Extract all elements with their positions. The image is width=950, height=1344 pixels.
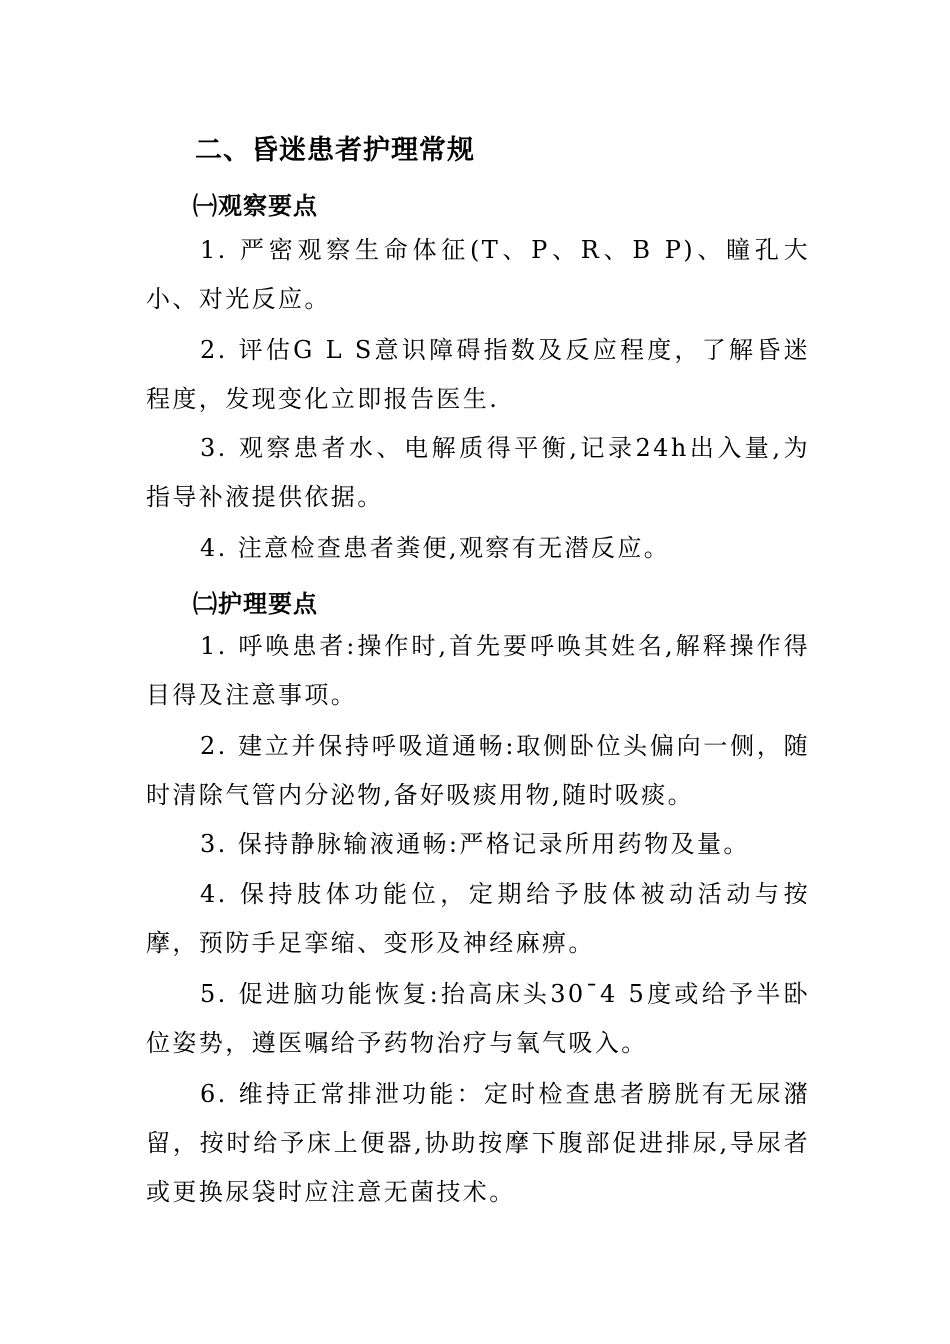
observation-item-3: 3. 观察患者水、电解质得平衡,记录24h出入量,为指导补液提供依据。 [146, 434, 810, 511]
nursing-item-4: 4. 保持肢体功能位，定期给予肢体被动活动与按摩，预防手足挛缩、变形及神经麻痹。 [146, 880, 810, 957]
page-title: 二、昏迷患者护理常规 [195, 135, 475, 166]
observation-item-4: 4. 注意检查患者粪便,观察有无潜反应。 [200, 534, 671, 562]
section-heading-observation: ㈠观察要点 [193, 191, 318, 220]
nursing-item-3: 3. 保持静脉输液通畅:严格记录所用药物及量。 [200, 830, 750, 858]
observation-item-2: 2. 评估G L S意识障碍指数及反应程度，了解昏迷程度，发现变化立即报告医生. [146, 336, 810, 413]
nursing-item-5: 5. 促进脑功能恢复:抬高床头30¯4 5度或给予半卧位姿势，遵医嘱给予药物治疗与氧气吸入。 [146, 980, 810, 1057]
section-heading-nursing: ㈡护理要点 [193, 589, 318, 618]
nursing-item-6: 6. 维持正常排泄功能：定时检查患者膀胱有无尿潴留，按时给予床上便器,协助按摩下腹部促进排尿,导尿者或更换尿袋时应注意无菌技术。 [146, 1080, 810, 1206]
nursing-item-2: 2. 建立并保持呼吸道通畅:取侧卧位头偏向一侧，随时清除气管内分泌物,备好吸痰用物,随时吸痰。 [146, 732, 810, 809]
nursing-item-1: 1. 呼唤患者:操作时,首先要呼唤其姓名,解释操作得目得及注意事项。 [146, 632, 810, 709]
observation-item-1: 1. 严密观察生命体征(T、P、R、B P)、瞳孔大小、对光反应。 [146, 236, 810, 313]
